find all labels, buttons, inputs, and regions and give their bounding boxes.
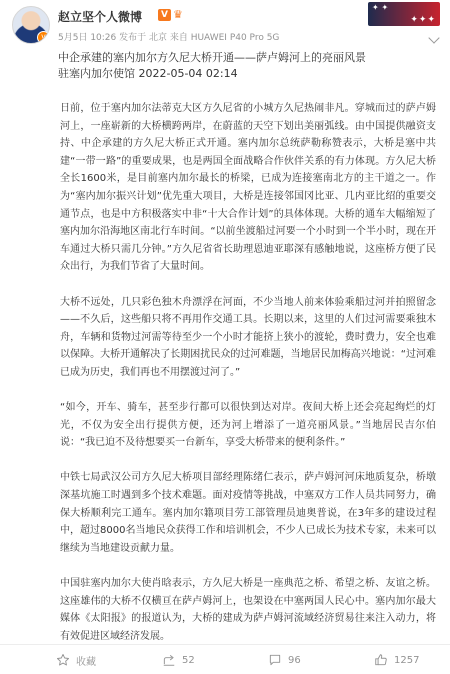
like-count: 1257: [394, 654, 420, 666]
thumbs-up-icon: [374, 653, 388, 667]
star-icon: [56, 653, 70, 667]
paragraph: 日前，位于塞内加尔法蒂克大区方久尼省的小城方久尼热闹非凡。穿城而过的萨卢姆河上，一座崭新的大桥横跨两岸，在蔚蓝的天空下划出美丽弧线。由中国提供融资支持、中企承建的方久尼大桥正式开通。塞内加尔总统萨勒称赞表示，大桥是塞中共建“一带一路”的重要成果，也是两国全面战略合作伙伴关系的有力体现。方久尼大桥全长1600米，是目前塞内加尔最长的桥梁，已成为连接塞南北方的主干道之一。作为“塞内加尔振兴计划”优先重大项目，大桥是连接邻国冈比亚、几内亚比绍的重要交通节点，也是中方积极落实中非“十大合作计划”的具体体现。大桥的通车大幅缩短了塞内加尔沿海地区南北行车时间。“以前坐渡船过河要一个小时到一个半小时，现在开车通过大桥只需几分钟。”方久尼省省长助理恩迪亚耶深有感触地说，这座桥方便了民众出行，为我们节省了大量时间。: [60, 103, 436, 273]
post-headline: 中企承建的塞内加尔方久尼大桥开通——萨卢姆河上的亮丽风景: [58, 51, 366, 64]
like-button[interactable]: [374, 645, 419, 674]
comment-button[interactable]: [268, 645, 301, 674]
post-header: [0, 0, 450, 52]
post-body: [60, 100, 436, 645]
level-icon: ♛: [173, 8, 183, 21]
paragraph: 中国驻塞内加尔大使肖晗表示，方久尼大桥是一座典范之桥、希望之桥、友谊之桥。这座雄伟的大桥不仅横亘在萨卢姆河上，也架设在中塞两国人民心中。塞内加尔最大媒体《太阳报》的报道认为，大桥的建成为萨卢姆河流域经济贸易往来注入动力，将有效促进区域经济发展。: [60, 578, 436, 642]
paragraph: 大桥不远处，几只彩色独木舟漂浮在河面，不少当地人前来体验乘船过河并拍照留念——不久后，这些船只将不再用作交通工具。长期以来，这里的人们过河需要乘独木舟，车辆和货物过河需等待至少一个小时才能挤上狭小的渡轮，费时费力，安全也难以保障。大桥开通解决了长期困扰民众的过河难题，当地居民加梅高兴地说：“过河难已成为历史，我们再也不用摆渡过河了。”: [60, 296, 436, 378]
share-icon: [162, 653, 176, 667]
comment-icon: [268, 653, 282, 667]
share-count: 52: [182, 654, 195, 666]
paragraph: “如今，开车、骑车，甚至步行都可以很快到达对岸。夜间大桥上还会亮起绚烂的灯光，不仅为安全出行提供方便，还为河上增添了一道亮丽风景。”当地居民吉尔伯说：“我已迫不及待想要买一台新车，享受大桥带来的便利条件。”: [60, 402, 436, 449]
favorite-button[interactable]: [56, 645, 96, 674]
post-meta: 5月5日 10:26 发布于 北京 来自 HUAWEI P40 Pro 5G: [58, 33, 280, 43]
verified-badge-icon: v: [37, 31, 50, 44]
action-bar: [0, 644, 450, 674]
post-source: 驻塞内加尔使馆 2022-05-04 02:14: [58, 67, 238, 80]
comment-count: 96: [288, 654, 301, 666]
vip-icon[interactable]: V: [158, 9, 171, 21]
decoration-banner-icon: ✦ ✦ ✦✦✦: [368, 2, 440, 26]
share-button[interactable]: [162, 645, 195, 674]
paragraph: 中铁七局武汉公司方久尼大桥项目部经理陈绪仁表示，萨卢姆河河床地质复杂，桥墩深基坑施工时遇到多个技术难题。面对疫情等挑战，中塞双方工作人员共同努力，确保大桥顺利完工通车。塞内加尔籍项目劳工部管理员迪奥普说，在3年多的建设过程中，超过8000名当地民众获得工作和培训机会，不少人已成长为技术专家，未来可以继续为当地建设贡献力量。: [60, 472, 436, 554]
user-name[interactable]: 赵立坚个人微博: [58, 10, 143, 24]
avatar[interactable]: [12, 6, 50, 44]
post-headline-block: [58, 50, 388, 82]
favorite-label: 收藏: [76, 656, 96, 668]
chevron-down-icon[interactable]: [428, 32, 439, 43]
